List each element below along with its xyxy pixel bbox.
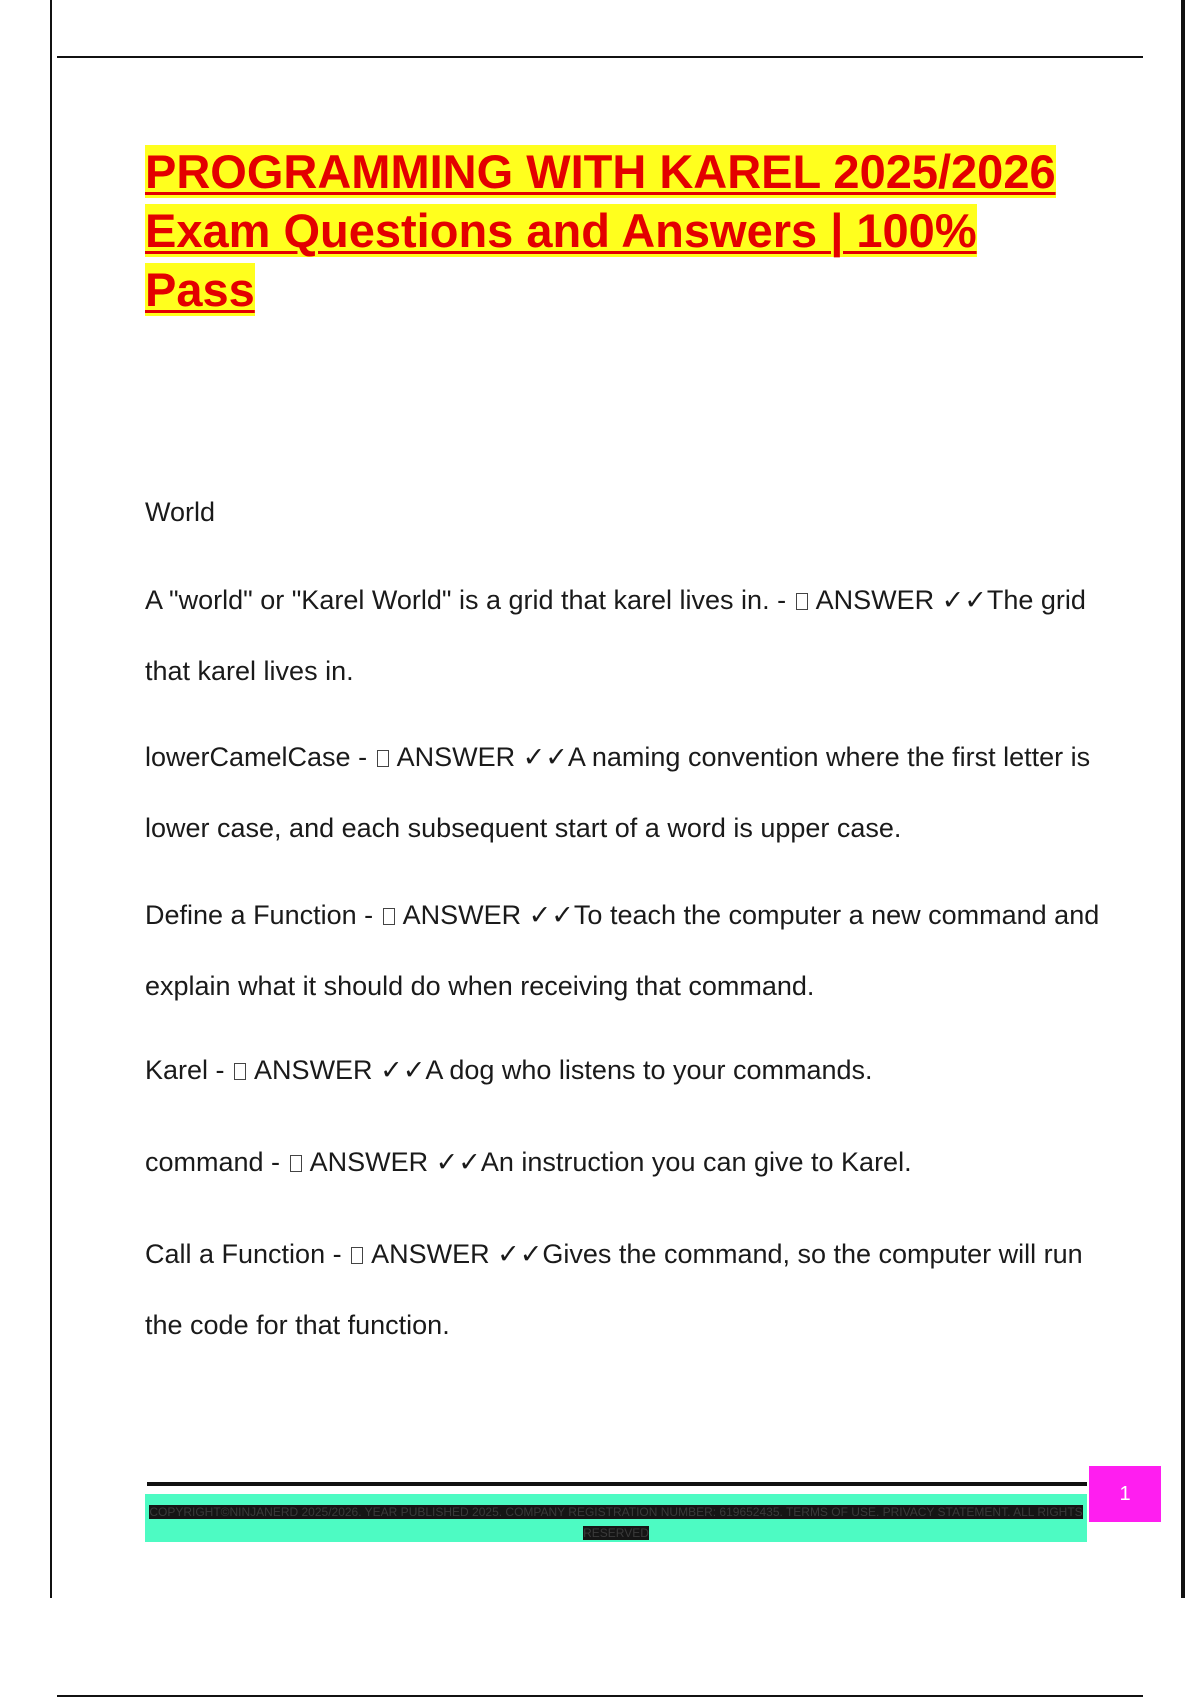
qa-answer: The grid that karel lives in. (145, 585, 1086, 686)
checkmark-icon: ✓✓ (497, 1239, 543, 1269)
qa-entry (145, 1035, 1125, 1106)
qa-term: Karel (145, 1055, 209, 1085)
checkmark-icon: ✓✓ (941, 585, 987, 615)
page-number: 1 (1089, 1466, 1161, 1522)
answer-label: ANSWER (254, 1055, 373, 1085)
qa-answer: Gives the command, so the computer will run the code for that function. (145, 1239, 1083, 1340)
answer-label: ANSWER (309, 1147, 429, 1177)
missing-glyph-icon (383, 908, 395, 925)
qa-term: lowerCamelCase (145, 742, 351, 772)
qa-separator: - (356, 900, 381, 930)
qa-entry (145, 1127, 1125, 1198)
header-rule (57, 56, 1143, 58)
checkmark-icon: ✓✓ (435, 1147, 481, 1177)
page-border-right (1181, 0, 1185, 1598)
title-line: Pass (145, 263, 255, 316)
checkmark-icon: ✓✓ (528, 900, 574, 930)
qa-entry (145, 565, 1125, 707)
missing-glyph-icon (796, 593, 808, 610)
footer-rule (147, 1482, 1087, 1486)
document-title (145, 142, 1105, 319)
missing-glyph-icon (351, 1247, 363, 1264)
checkmark-icon: ✓✓ (522, 742, 568, 772)
missing-glyph-icon (290, 1155, 302, 1172)
qa-separator: - (769, 585, 794, 615)
answer-label: ANSWER (396, 742, 516, 772)
footer-band (145, 1494, 1087, 1542)
qa-separator: - (263, 1147, 288, 1177)
qa-answer: A dog who listens to your commands. (425, 1055, 873, 1085)
answer-label: ANSWER (371, 1239, 490, 1269)
title-line: PROGRAMMING WITH KAREL 2025/2026 (145, 145, 1056, 198)
section-heading: World (145, 497, 216, 527)
qa-entry (145, 722, 1125, 864)
copyright-notice: COPYRIGHT©NINJANERD 2025/2026. YEAR PUBLISHED 2025. COMPANY REGISTRATION NUMBER: 619652435. TERMS OF USE. PRIVACY STATEMENT. ALL RIGHTS RESERVED (149, 1505, 1083, 1540)
qa-entry (145, 880, 1125, 1022)
qa-answer: An instruction you can give to Karel. (480, 1147, 912, 1177)
missing-glyph-icon (234, 1063, 246, 1080)
qa-answer: To teach the computer a new command and explain what it should do when receiving that command. (145, 900, 1100, 1001)
qa-term: Call a Function (145, 1239, 326, 1269)
qa-answer: A naming convention where the first letter is lower case, and each subsequent start of a word is upper case. (145, 742, 1091, 843)
qa-separator: - (350, 742, 375, 772)
answer-label: ANSWER (815, 585, 935, 615)
qa-separator: - (325, 1239, 350, 1269)
page-bottom-rule (57, 1695, 1143, 1697)
qa-separator: - (208, 1055, 233, 1085)
title-line: Exam Questions and Answers | 100% (145, 204, 977, 257)
page-border-left (50, 0, 52, 1598)
qa-term: Define a Function (145, 900, 357, 930)
qa-term: command (145, 1147, 264, 1177)
answer-label: ANSWER (402, 900, 522, 930)
missing-glyph-icon (377, 750, 389, 767)
qa-entry (145, 1219, 1125, 1361)
qa-term: A "world" or "Karel World" is a grid that karel lives in. (145, 585, 770, 615)
checkmark-icon: ✓✓ (380, 1055, 426, 1085)
